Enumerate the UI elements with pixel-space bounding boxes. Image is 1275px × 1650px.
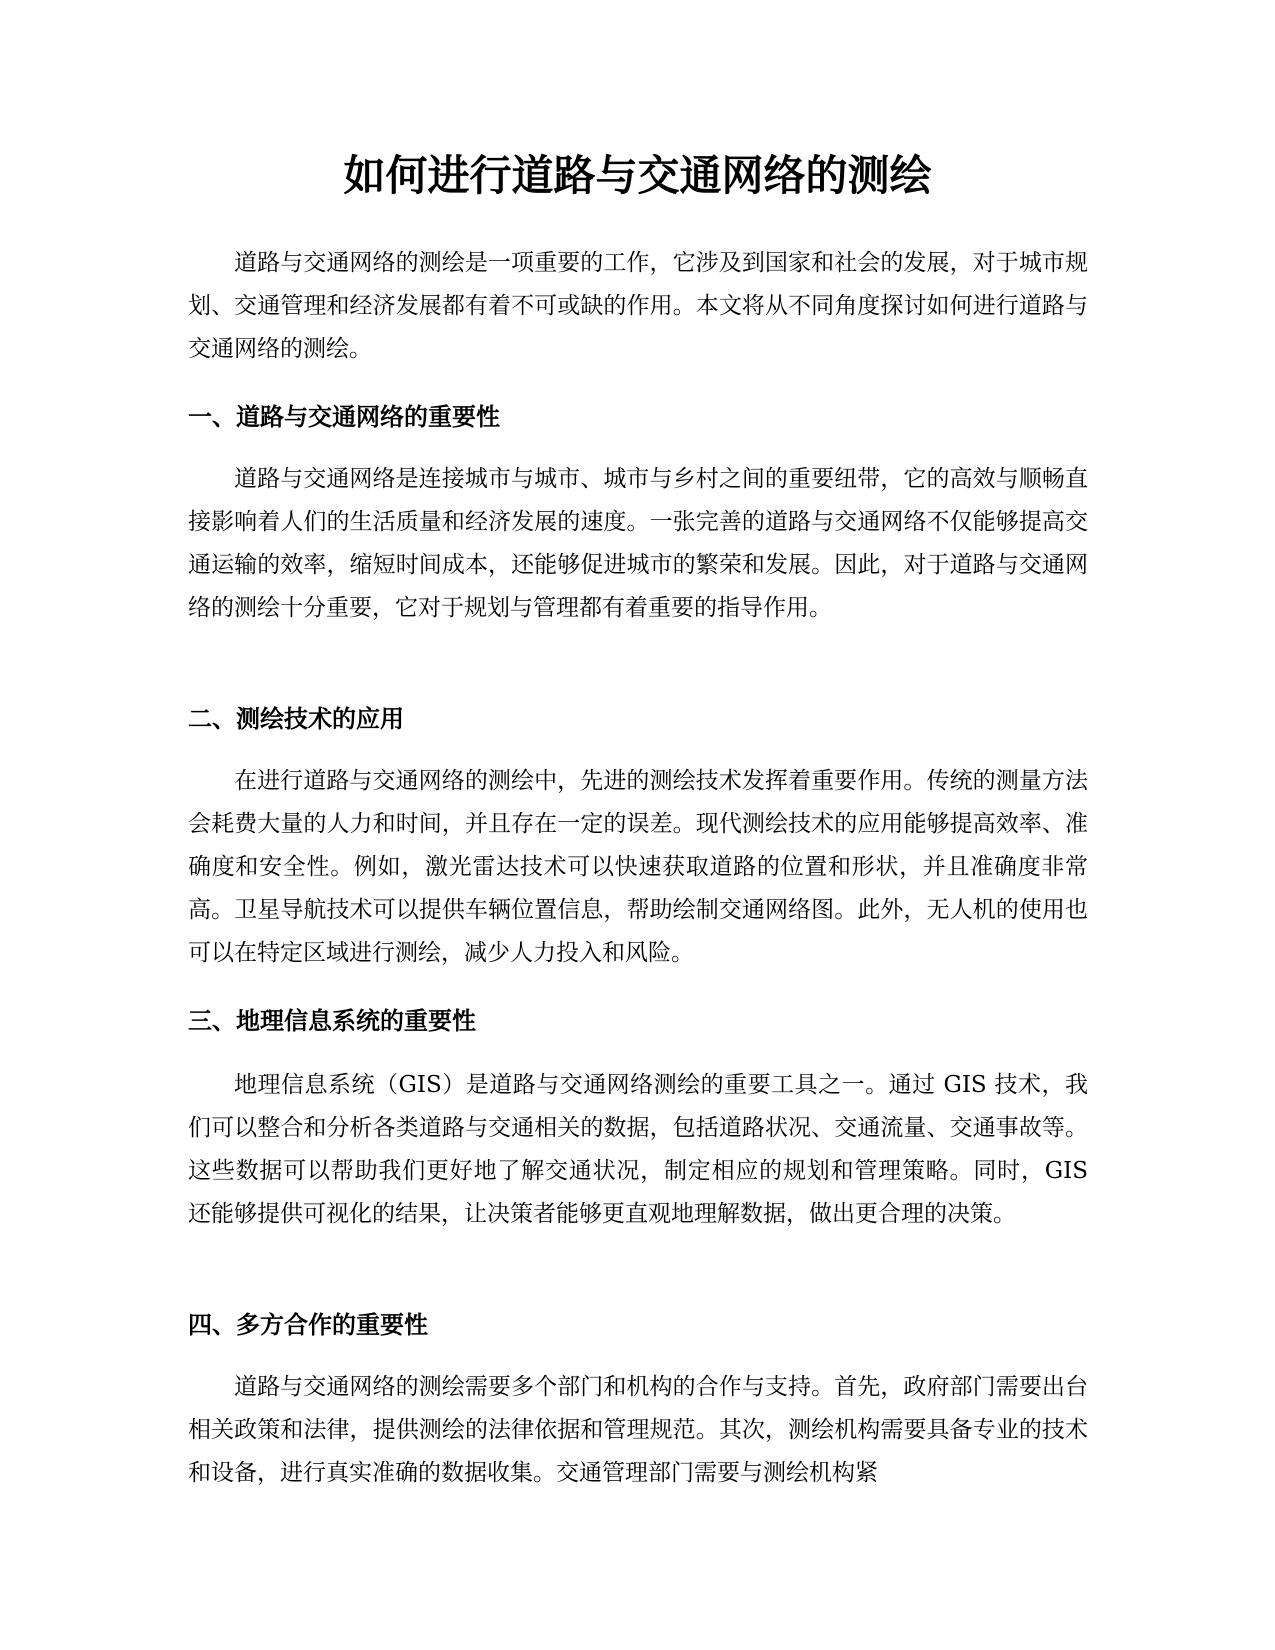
- section-heading-3: 三、地理信息系统的重要性: [188, 1007, 476, 1035]
- section-heading-1: 一、道路与交通网络的重要性: [188, 403, 500, 431]
- section-body-2: 在进行道路与交通网络的测绘中，先进的测绘技术发挥着重要作用。传统的测量方法会耗费大量的人力和时间，并且存在一定的误差。现代测绘技术的应用能够提高效率、准确度和安全性。例如，激光雷达技术可以快速获取道路的位置和形状，并且准确度非常高。卫星导航技术可以提供车辆位置信息，帮助绘制交通网络图。此外，无人机的使用也可以在特定区域进行测绘，减少人力投入和风险。: [188, 768, 1088, 966]
- section-body-3: 地理信息系统（GIS）是道路与交通网络测绘的重要工具之一。通过 GIS 技术，我们可以整合和分析各类道路与交通相关的数据，包括道路状况、交通流量、交通事故等。这些数据可以帮助我们更好地了解交通状况，制定相应的规划和管理策略。同时，GIS 还能够提供可视化的结果，让决策者能够更直观地理解数据，做出更合理的决策。: [188, 1072, 1088, 1227]
- document-title: 如何进行道路与交通网络的测绘: [343, 151, 932, 200]
- section-heading-4: 四、多方合作的重要性: [188, 1311, 428, 1339]
- section-body-4: 道路与交通网络的测绘需要多个部门和机构的合作与支持。首先，政府部门需要出台相关政策和法律，提供测绘的法律依据和管理规范。其次，测绘机构需要具备专业的技术和设备，进行真实准确的数据收集。交通管理部门需要与测绘机构紧: [188, 1374, 1088, 1486]
- section-heading-2: 二、测绘技术的应用: [188, 705, 404, 733]
- intro-paragraph: 道路与交通网络的测绘是一项重要的工作，它涉及到国家和社会的发展，对于城市规划、交通管理和经济发展都有着不可或缺的作用。本文将从不同角度探讨如何进行道路与交通网络的测绘。: [188, 250, 1088, 362]
- section-body-1: 道路与交通网络是连接城市与城市、城市与乡村之间的重要纽带，它的高效与顺畅直接影响着人们的生活质量和经济发展的速度。一张完善的道路与交通网络不仅能够提高交通运输的效率，缩短时间成本，还能够促进城市的繁荣和发展。因此，对于道路与交通网络的测绘十分重要，它对于规划与管理都有着重要的指导作用。: [188, 466, 1088, 621]
